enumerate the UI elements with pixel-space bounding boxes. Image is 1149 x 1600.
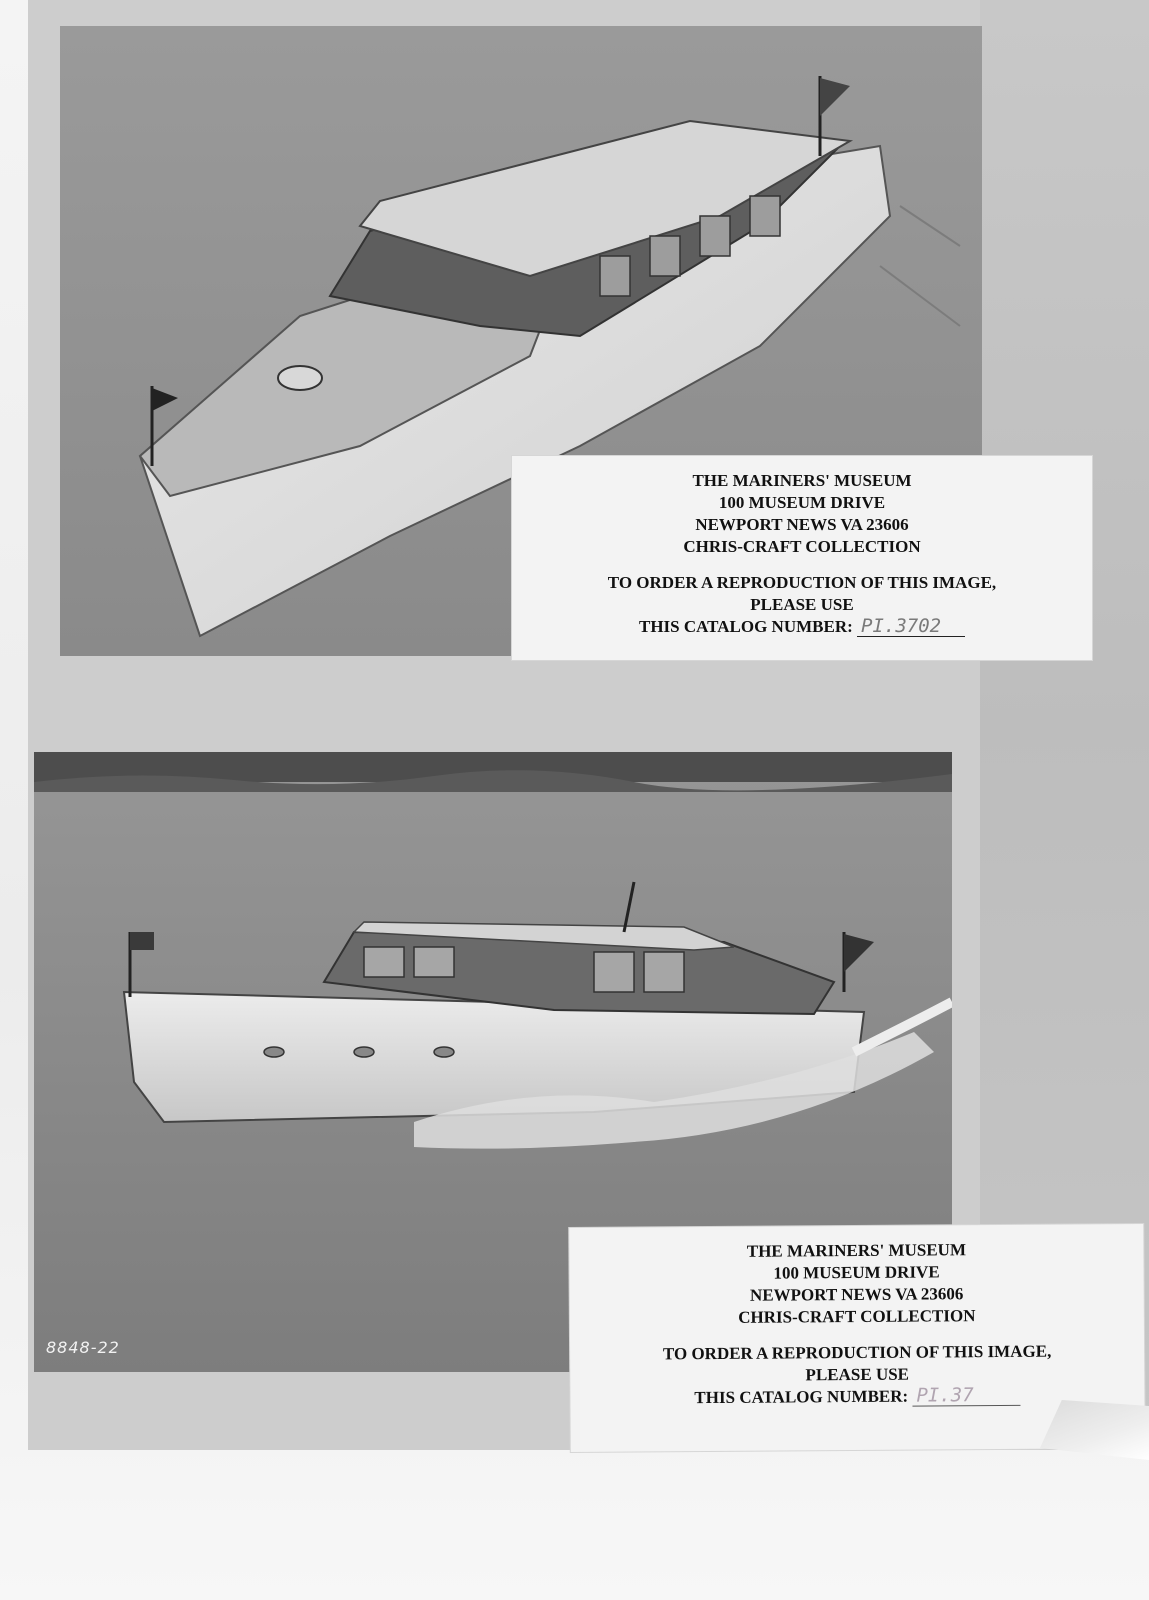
museum-city: NEWPORT NEWS VA 23606	[695, 515, 909, 534]
collection-name: CHRIS-CRAFT COLLECTION	[683, 537, 921, 556]
order-line-2: PLEASE USE	[805, 1364, 910, 1385]
catalog-number-row	[512, 616, 1092, 638]
catalog-number-label: THIS CATALOG NUMBER:	[694, 1386, 909, 1408]
negative-number: 8848-22	[46, 1338, 120, 1357]
museum-address	[512, 456, 1092, 558]
museum-street: 100 MUSEUM DRIVE	[773, 1262, 940, 1283]
order-line-1: TO ORDER A REPRODUCTION OF THIS IMAGE,	[662, 1341, 1052, 1364]
catalog-number-value: PI.37	[912, 1385, 1020, 1407]
order-instructions	[570, 1340, 1144, 1410]
museum-address	[569, 1224, 1144, 1330]
order-instructions	[512, 572, 1092, 638]
catalog-number-label: THIS CATALOG NUMBER:	[638, 617, 853, 636]
museum-city: NEWPORT NEWS VA 23606	[749, 1284, 964, 1305]
museum-street: 100 MUSEUM DRIVE	[718, 493, 886, 512]
museum-name: THE MARINERS' MUSEUM	[746, 1240, 967, 1261]
collection-name: CHRIS-CRAFT COLLECTION	[738, 1306, 976, 1327]
order-line-1: TO ORDER A REPRODUCTION OF THIS IMAGE,	[607, 573, 997, 592]
order-line-2: PLEASE USE	[750, 595, 854, 614]
museum-name: THE MARINERS' MUSEUM	[692, 471, 912, 490]
catalog-number-value: PI.3702	[857, 616, 965, 637]
museum-label-top	[512, 456, 1092, 660]
catalog-number-row	[570, 1384, 1144, 1410]
